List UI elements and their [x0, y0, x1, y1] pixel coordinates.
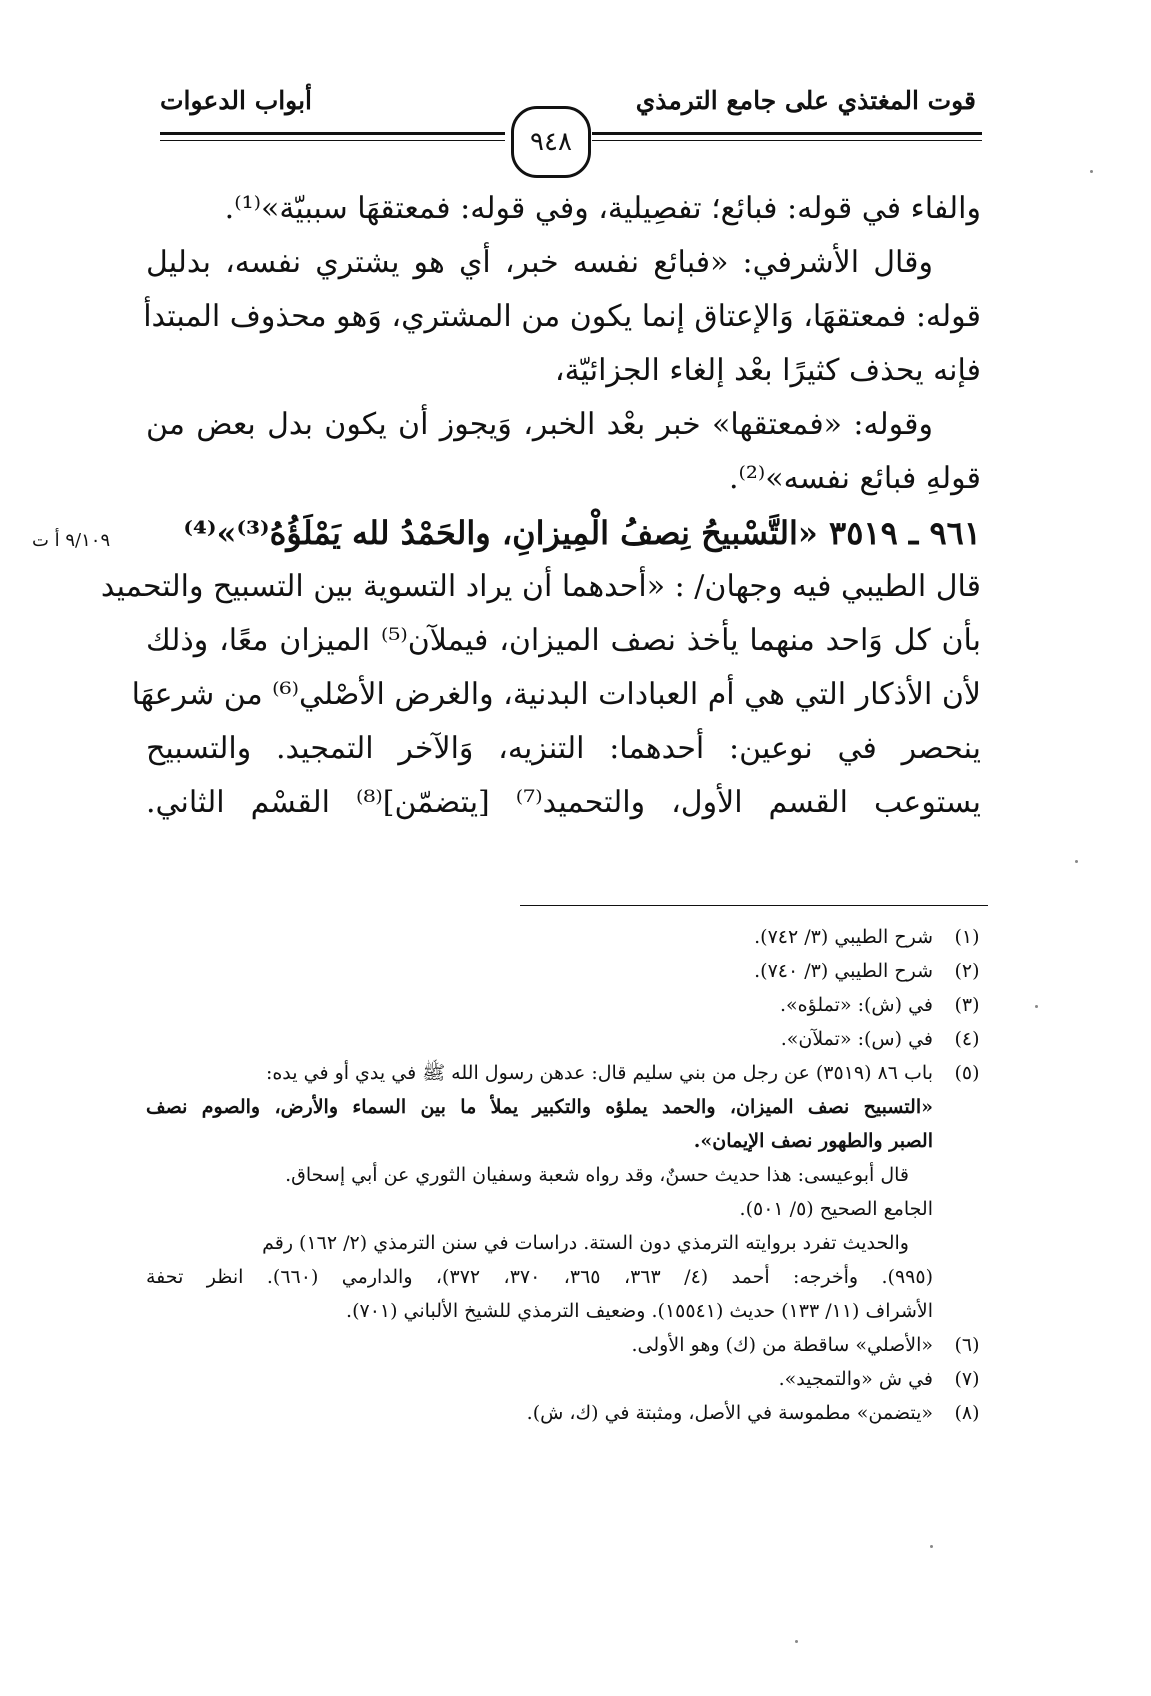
- footnote-text: في (ش): «تملؤه».: [779, 994, 933, 1016]
- footnotes: [146, 920, 989, 1430]
- footnote-text: شرح الطيبي (٣/ ٧٤٢).: [754, 926, 933, 948]
- header-rule-left-thin: [160, 140, 505, 141]
- margin-note: ٩/١٠٩ أ ت: [32, 530, 111, 551]
- footnote-5-line: الجامع الصحيح (٥/ ٥٠١).: [739, 1198, 933, 1220]
- footnote-number: (١): [954, 926, 980, 948]
- footnote-5: [146, 1056, 989, 1090]
- footnote-5-line: والحديث تفرد بروايته الترمذي دون الستة. دراسات في سنن الترمذي (٢/ ١٦٢) رقم: [262, 1232, 909, 1254]
- footnote-5-line: قال أبوعيسى: هذا حديث حسنٌ، وقد رواه شعبة وسفيان الثوري عن أبي إسحاق.: [285, 1164, 909, 1186]
- body-line: لأن الأذكار التي هي أم العبادات البدنية، والغرض الأصْلي⁽⁶⁾ من شرعهَا: [131, 677, 981, 712]
- footnote-separator: [520, 905, 988, 906]
- body-line: بأن كل وَاحد منهما يأخذ نصف الميزان، فيملآن⁽⁵⁾ الميزان معًا، وذلك: [146, 623, 981, 658]
- footnote-4: [146, 1022, 989, 1056]
- body-line: قوله: فمعتقهَا، وَالإعتاق إنما يكون من المشتري، وَهو محذوف المبتدأ: [143, 299, 981, 334]
- scan-speck: [1035, 1005, 1038, 1008]
- body-line: قولهِ فبائع نفسه»⁽²⁾.: [728, 461, 981, 496]
- body-line: والفاء في قوله: فبائع؛ تفصِيلية، وفي قوله: فمعتقهَا سببيّة»⁽¹⁾.: [224, 191, 981, 226]
- footnote-text: «الأصلي» ساقطة من (ك) وهو الأولى.: [631, 1334, 933, 1356]
- footnote-number: (٧): [954, 1368, 980, 1390]
- footnote-3: [146, 988, 989, 1022]
- header-rule-right: [592, 132, 982, 135]
- footnote-number: (٣): [954, 994, 980, 1016]
- body-text: [100, 182, 981, 830]
- footnote-number: (٨): [954, 1402, 980, 1424]
- footnote-text: شرح الطيبي (٣/ ٧٤٠).: [754, 960, 933, 982]
- footnote-5-line: الأشراف (١١/ ١٣٣) حديث (١٥٥٤١). وضعيف الترمذي للشيخ الألباني (٧٠١).: [346, 1300, 933, 1322]
- body-line: قال الطيبي فيه وجهان/ : «أحدهما أن يراد التسوية بين التسبيح والتحميد: [100, 569, 981, 604]
- footnote-6: [146, 1328, 989, 1362]
- header-rule-left: [160, 132, 505, 135]
- scan-speck: [1090, 170, 1093, 173]
- footnote-5-hadith-line: «التسبيح نصف الميزان، والحمد يملؤه والتكبير يملأ ما بين السماء والأرض، والصوم نصف: [146, 1096, 933, 1118]
- footnote-number: (٢): [954, 960, 980, 982]
- body-line: وقال الأشرفي: «فبائع نفسه خبر، أي هو يشتري نفسه، بدليل: [146, 245, 933, 280]
- footnote-7: [146, 1362, 989, 1396]
- scan-speck: [1075, 860, 1078, 863]
- footnote-8: [146, 1396, 989, 1430]
- footnote-5-hadith-line: الصبر والطهور نصف الإيمان».: [693, 1130, 933, 1152]
- footnote-number: (٥): [954, 1062, 980, 1084]
- footnote-text: في ش «والتمجيد».: [778, 1368, 933, 1390]
- scan-speck: [795, 1640, 798, 1643]
- footnote-text: باب ٨٦ (٣٥١٩) عن رجل من بني سليم قال: عدهن رسول الله ﷺ في يدي أو في يده:: [265, 1062, 933, 1084]
- footnote-number: (٦): [954, 1334, 980, 1356]
- body-line: فإنه يحذف كثيرًا بعْد إلغاء الجزائيّة،: [554, 353, 981, 388]
- footnote-5-line: (٩٩٥). وأخرجه: أحمد (٤/ ٣٦٣، ٣٦٥، ٣٧٠، ٣٧٢)، والدارمي (٦٦٠). انظر تحفة: [146, 1266, 934, 1288]
- footnote-text: «يتضمن» مطموسة في الأصل، ومثبتة في (ك، ش).: [526, 1402, 933, 1424]
- footnote-2: [146, 954, 989, 988]
- body-line: ينحصر في نوعين: أحدهما: التنزيه، وَالآخر التمجيد. والتسبيح: [146, 731, 981, 766]
- body-line: يستوعب القسم الأول، والتحميد⁽⁷⁾ [يتضمّن]⁽⁸⁾ القسْم الثاني.: [146, 785, 981, 820]
- book-title: قوت المغتذي على جامع الترمذي: [635, 86, 976, 115]
- body-line: وقوله: «فمعتقها» خبر بعْد الخبر، وَيجوز أن يكون بدل بعض من: [146, 407, 933, 442]
- hadith-heading: ٩٦١ ـ ٣٥١٩ «التَّسْبيحُ نِصفُ الْمِيزانِ، والحَمْدُ لله يَمْلَؤُهُ⁽³⁾»⁽⁴⁾: [183, 514, 981, 552]
- page-number: ٩٤٨: [511, 106, 591, 178]
- header-rule-right-thin: [592, 140, 982, 141]
- footnote-text: في (س): «تملآن».: [780, 1028, 933, 1050]
- chapter-title: أبواب الدعوات: [160, 86, 313, 115]
- footnote-number: (٤): [954, 1028, 980, 1050]
- footnote-1: [146, 920, 989, 954]
- scan-speck: [930, 1545, 933, 1548]
